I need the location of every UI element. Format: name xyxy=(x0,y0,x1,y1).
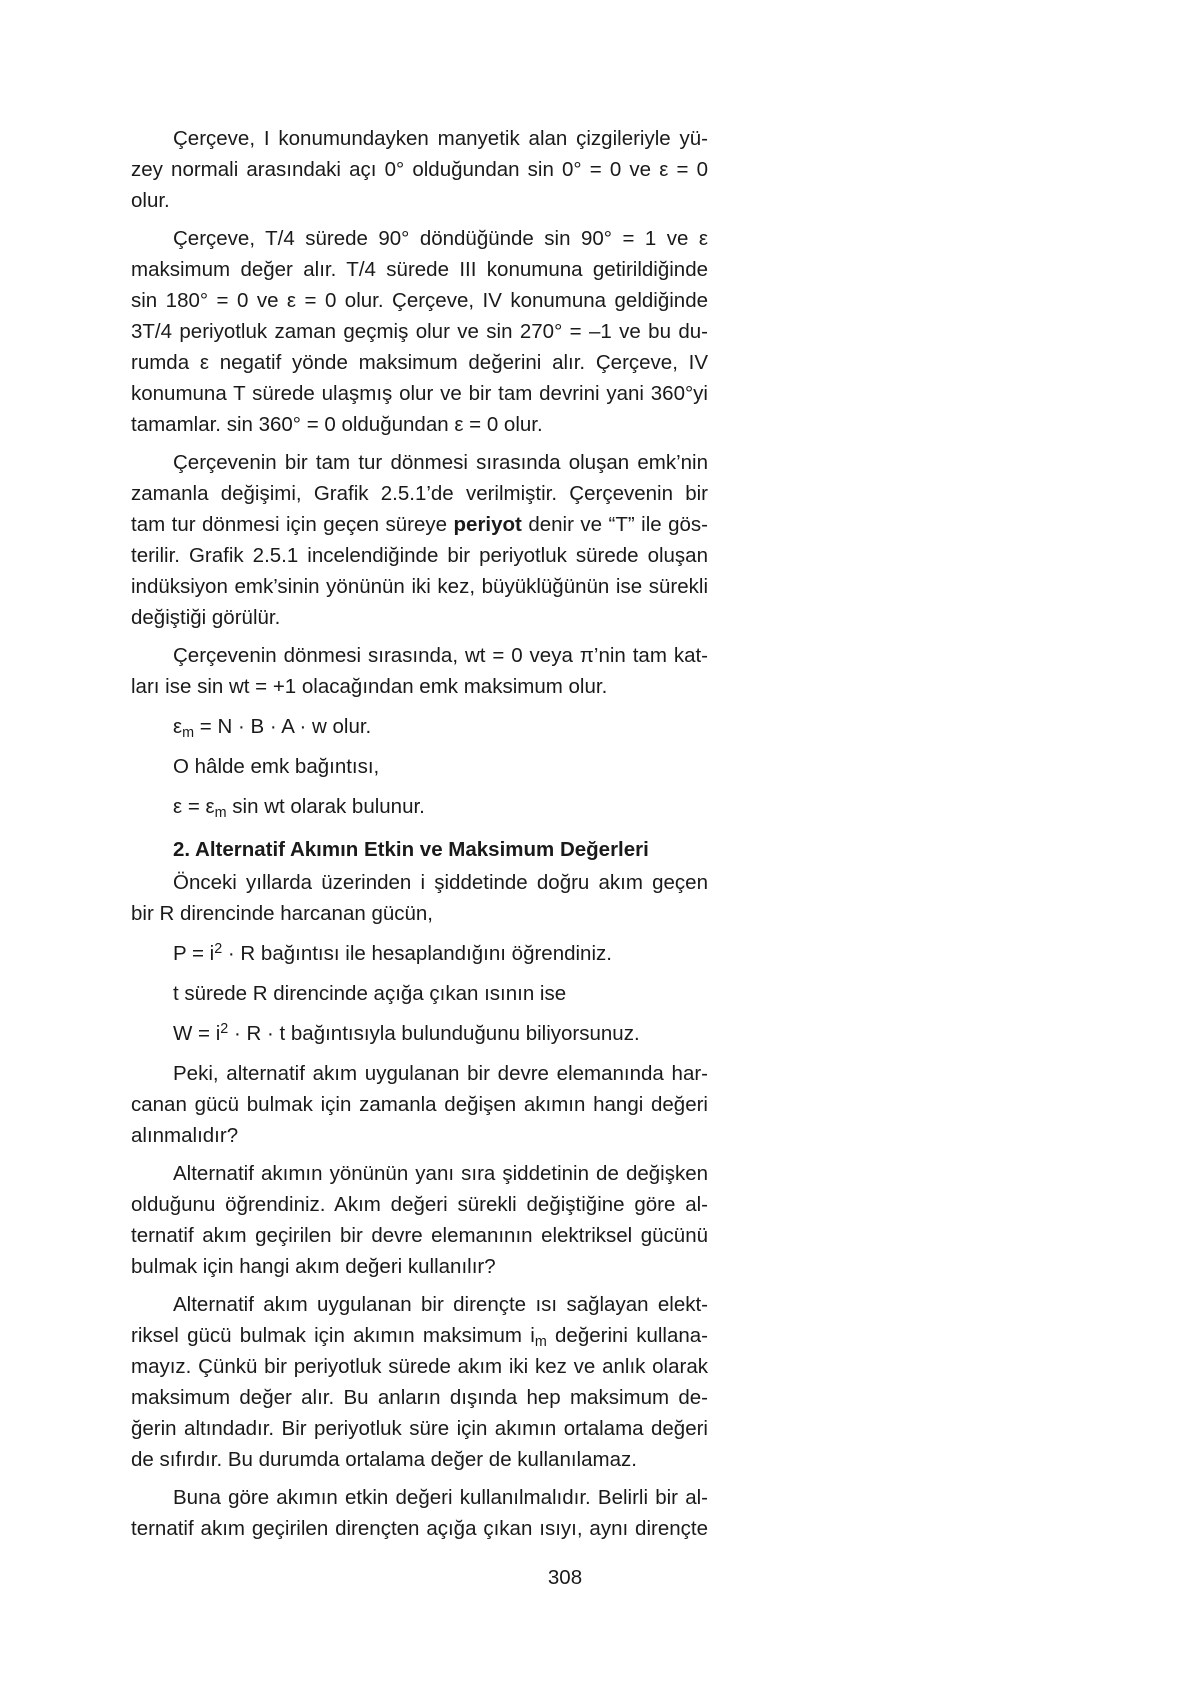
text-line: de sıfırdır. Bu durumda ortalama değer de kullanılamaz. xyxy=(131,1448,637,1471)
text-line: $W = i^2 \cdot R \cdot t$ bağıntısıyla bulunduğunu biliyorsunuz. xyxy=(173,1020,640,1045)
text-line: riksel gücü bulmak için akımın maksimum $i_m$ değerini kullana- xyxy=(131,1324,708,1351)
paragraph xyxy=(131,1058,708,1151)
text-line: $\varepsilon_m = N \cdot B \cdot A \cdot w$ olur. xyxy=(173,715,372,742)
text-line: tam tur dönmesi için geçen süreye periyot denir ve “T” ile gös- xyxy=(131,513,708,536)
paragraph xyxy=(131,1158,708,1282)
text-line: ternatif akım geçirilen dirençten açığa çıkan ısıyı, aynı dirençte xyxy=(131,1517,708,1540)
text-line: olur. xyxy=(131,189,170,212)
page-number: 308 xyxy=(547,1566,583,1589)
text-line: Çerçeve, I konumundayken manyetik alan çizgileriyle yü- xyxy=(173,127,708,150)
text-line: Çerçeve, T/4 sürede 90° döndüğünde sin 90° = 1 ve ε xyxy=(173,227,708,250)
text-line: Önceki yıllarda üzerinden i şiddetinde doğru akım geçen xyxy=(173,871,708,894)
formula-line xyxy=(131,1018,708,1049)
paragraph xyxy=(131,223,708,440)
formula-line xyxy=(131,938,708,969)
text-line: ternatif akım geçirilen bir devre elemanının elektriksel gücünü xyxy=(131,1224,708,1247)
text-line: $\varepsilon = \varepsilon_m$ sin wt olarak bulunur. xyxy=(173,795,425,822)
paragraph xyxy=(131,447,708,633)
text-line: maksimum değer alır. Bu anların dışında hep maksimum de- xyxy=(131,1386,708,1409)
text-line: Buna göre akımın etkin değeri kullanılmalıdır. Belirli bir al- xyxy=(173,1486,708,1509)
text-line: $P = i^2 \cdot R$ bağıntısı ile hesaplandığını öğrendiniz. xyxy=(173,940,612,965)
text-line: tamamlar. sin 360° = 0 olduğundan ε = 0 olur. xyxy=(131,413,543,436)
text-line: konumuna T sürede ulaşmış olur ve bir tam devrini yani 360°yi xyxy=(131,382,708,405)
text-line: mayız. Çünkü bir periyotluk sürede akım iki kez ve anlık olarak xyxy=(131,1355,708,1378)
text-line: 3T/4 periyotluk zaman geçmiş olur ve sin 270° = –1 ve bu du- xyxy=(131,320,708,343)
text-line: indüksiyon emk’sinin yönünün iki kez, büyüklüğünün ise sürekli xyxy=(131,575,708,598)
text-line: Peki, alternatif akım uygulanan bir devre elemanında har- xyxy=(173,1062,708,1085)
text-line: zey normali arasındaki açı 0° olduğundan sin 0° = 0 ve ε = 0 xyxy=(131,158,708,181)
text-line: t sürede R direncinde açığa çıkan ısının ise xyxy=(173,982,567,1005)
text-line: ğerin altındadır. Bir periyotluk süre için akımın ortalama değeri xyxy=(131,1417,708,1440)
text-line: Alternatif akımın yönünün yanı sıra şiddetinin de değişken xyxy=(173,1162,708,1185)
text-line: terilir. Grafik 2.5.1 incelendiğinde bir periyotluk sürede oluşan xyxy=(131,544,708,567)
text-line: Alternatif akım uygulanan bir dirençte ısı sağlayan elekt- xyxy=(173,1293,708,1316)
paragraph xyxy=(131,640,708,702)
paragraph xyxy=(131,867,708,929)
text-line: Çerçevenin dönmesi sırasında, wt = 0 veya π’nin tam kat- xyxy=(173,644,708,667)
text-line: değiştiği görülür. xyxy=(131,606,281,629)
paragraph xyxy=(131,1482,708,1544)
text-line-block xyxy=(131,751,708,782)
text-line: canan gücü bulmak için zamanla değişen akımın hangi değeri xyxy=(131,1093,708,1116)
paragraph xyxy=(131,1289,708,1475)
paragraph xyxy=(131,123,708,216)
formula-line xyxy=(131,711,708,742)
section-heading xyxy=(131,834,708,865)
text-line: alınmalıdır? xyxy=(131,1124,239,1147)
text-line: olduğunu öğrendiniz. Akım değeri sürekli değiştiğine göre al- xyxy=(131,1193,708,1216)
text-line-block xyxy=(131,978,708,1009)
text-line: bulmak için hangi akım değeri kullanılır? xyxy=(131,1255,496,1278)
text-line: Çerçevenin bir tam tur dönmesi sırasında oluşan emk’nin xyxy=(173,451,708,474)
text-line: sin 180° = 0 ve ε = 0 olur. Çerçeve, IV konumuna geldiğinde xyxy=(131,289,708,312)
text-column xyxy=(131,123,708,1551)
text-line: maksimum değer alır. T/4 sürede III konumuna getirildiğinde xyxy=(131,258,708,281)
text-line: ları ise sin wt = +1 olacağından emk maksimum olur. xyxy=(131,675,608,698)
text-line: zamanla değişimi, Grafik 2.5.1’de verilmiştir. Çerçevenin bir xyxy=(131,482,708,505)
text-line: 2. Alternatif Akımın Etkin ve Maksimum Değerleri xyxy=(173,838,649,861)
text-line: rumda ε negatif yönde maksimum değerini alır. Çerçeve, IV xyxy=(131,351,708,374)
formula-line xyxy=(131,791,708,822)
text-line: bir R direncinde harcanan gücün, xyxy=(131,902,433,925)
text-line: O hâlde emk bağıntısı, xyxy=(173,755,380,778)
